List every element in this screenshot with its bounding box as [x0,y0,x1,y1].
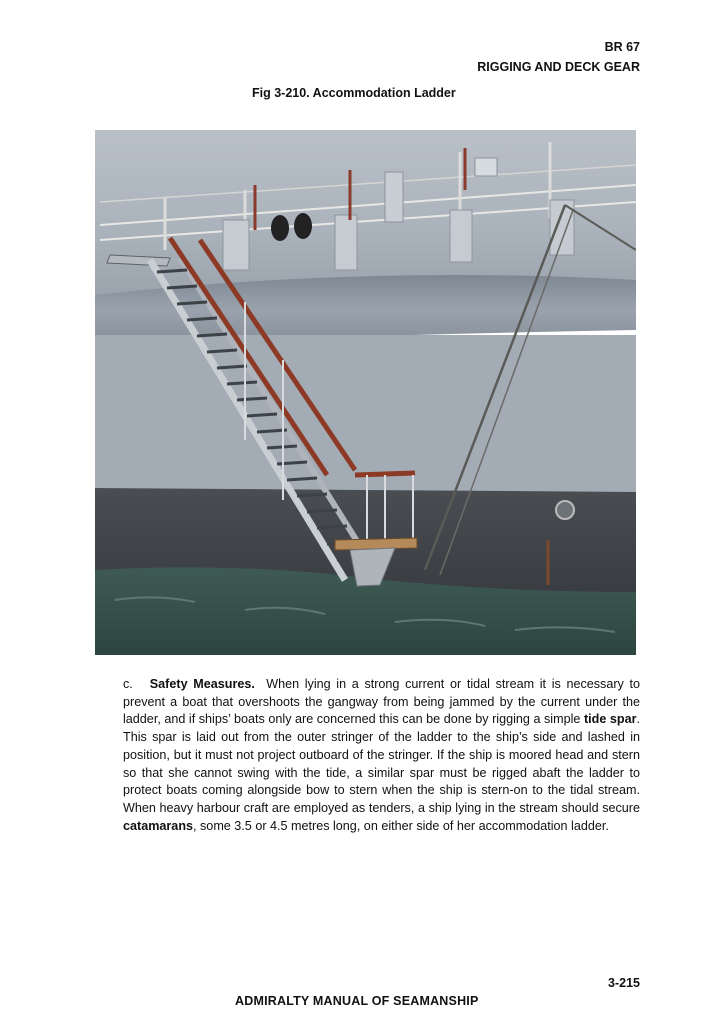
accommodation-ladder-photo [95,130,636,655]
paragraph-label: c. [123,677,133,691]
paragraph-text-2: . This spar is laid out from the outer stringer of the ladder to the ship’s side and lashed in position, but it must not project outboard of the stringer. If the ship is moored head and stern so that she cannot swing with the tide, a similar spar must be rigged abaft the ladder to protect boats coming alongside bow to stern when the ship is stern-on to the tidal stream. When heavy harbour craft are employed as tenders, a ship lying in the stream should secure [123,712,640,815]
paragraph-text-3: , some 3.5 or 4.5 metres long, on either side of her accommodation ladder. [193,818,609,833]
term-tide-spar: tide spar [583,712,637,727]
section-title: RIGGING AND DECK GEAR [477,60,640,74]
paragraph-text-1: When lying in a strong current or tidal stream it is necessary to prevent a boat that overshoots the gangway from being jammed by the current under the ladder, and if ships’ boats only are concerned this can be done by rigging a simple [123,677,641,727]
page-number: 3-215 [608,976,640,990]
safety-measures-paragraph [123,676,640,835]
footer-title: ADMIRALTY MANUAL OF SEAMANSHIP [235,994,479,1008]
figure-caption: Fig 3-210. Accommodation Ladder [252,86,456,100]
term-catamarans: catamarans [123,818,194,833]
paragraph-heading: Safety Measures. [149,677,255,691]
document-code: BR 67 [604,40,640,54]
